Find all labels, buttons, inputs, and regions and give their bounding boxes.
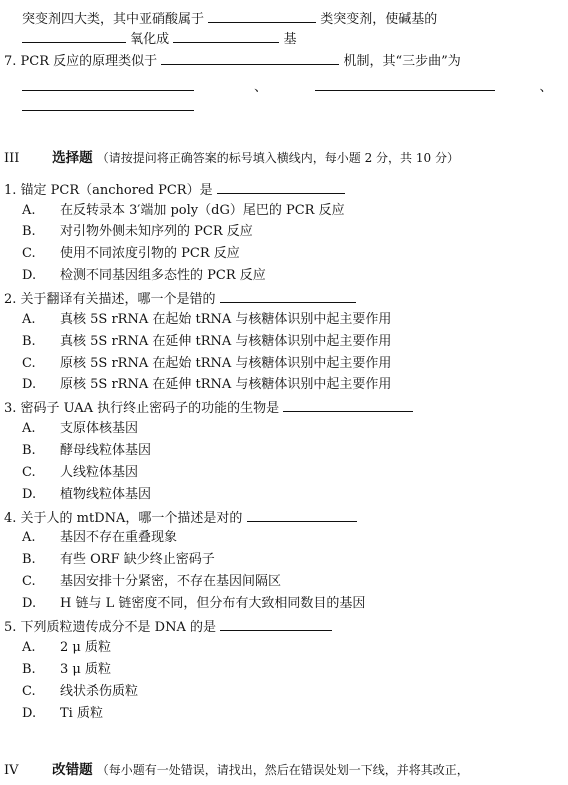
question-stem xyxy=(4,618,332,636)
answer-blank[interactable] xyxy=(173,30,279,43)
option-label: D. xyxy=(22,377,37,392)
answer-blank[interactable] xyxy=(208,10,316,23)
option-label: C. xyxy=(22,246,36,261)
question-7 xyxy=(4,52,461,70)
option-label: D. xyxy=(22,596,37,611)
option-text: 3 μ 质粒 xyxy=(60,662,111,677)
option-text: 真核 5S rRNA 在延伸 tRNA 与核糖体识别中起主要作用 xyxy=(60,334,392,349)
option-text: 真核 5S rRNA 在起始 tRNA 与核糖体识别中起主要作用 xyxy=(60,312,392,327)
option-text: 2 μ 质粒 xyxy=(60,640,111,655)
option-text: 线状杀伤质粒 xyxy=(60,684,139,699)
question-7-blank-row-2 xyxy=(22,98,194,116)
question-stem-text: 4. 关于人的 mtDNA，哪一个描述是对的 xyxy=(4,511,243,526)
option-label: A. xyxy=(22,530,36,545)
option-label: B. xyxy=(22,552,36,567)
option-row xyxy=(22,443,151,459)
text-segment: 突变剂四大类，其中亚硝酸属于 xyxy=(22,12,205,27)
answer-blank[interactable] xyxy=(220,618,332,631)
option-label: A. xyxy=(22,421,36,436)
option-text: 对引物外侧未知序列的 PCR 反应 xyxy=(60,224,253,239)
option-text: 检测不同基因组多态性的 PCR 反应 xyxy=(60,268,266,283)
question-stem xyxy=(4,181,345,199)
section-title: 改错题 xyxy=(52,762,93,778)
option-text: 原核 5S rRNA 在起始 tRNA 与核糖体识别中起主要作用 xyxy=(60,356,392,371)
answer-blank[interactable] xyxy=(22,78,194,91)
question-stem-text: 5. 下列质粒遗传成分不是 DNA 的是 xyxy=(4,620,216,635)
section-note: （每小题有一处错误，请找出，然后在错误处划一下线，并将其改正， xyxy=(96,763,469,777)
option-label: A. xyxy=(22,640,36,655)
section-roman-numeral: III xyxy=(4,151,20,166)
question-7-blanks xyxy=(22,78,552,96)
option-label: B. xyxy=(22,443,36,458)
option-text: 使用不同浓度引物的 PCR 反应 xyxy=(60,246,240,261)
option-text: 有些 ORF 缺少终止密码子 xyxy=(60,552,215,567)
section-3-header xyxy=(4,150,459,167)
option-label: A. xyxy=(22,203,36,218)
option-row xyxy=(22,224,253,240)
option-row xyxy=(22,356,391,372)
option-row xyxy=(22,684,138,700)
option-row xyxy=(22,312,391,328)
option-text: H 链与 L 链密度不同，但分布有大致相同数目的基因 xyxy=(60,596,366,611)
option-row xyxy=(22,465,138,481)
answer-blank[interactable] xyxy=(247,509,357,522)
answer-blank[interactable] xyxy=(22,30,126,43)
option-text: 原核 5S rRNA 在延伸 tRNA 与核糖体识别中起主要作用 xyxy=(60,377,392,392)
question-stem-text: 1. 锚定 PCR（anchored PCR）是 xyxy=(4,183,213,198)
option-label: C. xyxy=(22,574,36,589)
option-row xyxy=(22,421,138,437)
option-row xyxy=(22,662,111,678)
option-text: 基因不存在重叠现象 xyxy=(60,530,178,545)
answer-blank[interactable] xyxy=(22,98,194,111)
separator: 、 xyxy=(254,80,268,95)
option-label: C. xyxy=(22,465,36,480)
option-row xyxy=(22,377,391,393)
option-row xyxy=(22,596,365,612)
option-row xyxy=(22,706,103,722)
question-stem-text: 2. 关于翻译有关描述，哪一个是错的 xyxy=(4,292,216,307)
option-row xyxy=(22,574,281,590)
answer-blank[interactable] xyxy=(217,181,345,194)
option-text: 支原体核基因 xyxy=(60,421,139,436)
question-stem xyxy=(4,290,356,308)
option-text: Ti 质粒 xyxy=(60,706,103,721)
option-label: B. xyxy=(22,224,36,239)
option-label: A. xyxy=(22,312,36,327)
option-text: 在反转录本 3′端加 poly（dG）尾巴的 PCR 反应 xyxy=(60,203,345,218)
answer-blank[interactable] xyxy=(220,290,356,303)
option-row xyxy=(22,268,266,284)
question-stem: 7. PCR 反应的原理类似于 xyxy=(4,54,158,69)
question-stem xyxy=(4,509,357,527)
option-row xyxy=(22,203,345,219)
option-label: B. xyxy=(22,334,36,349)
option-row xyxy=(22,334,391,350)
section-title: 选择题 xyxy=(52,150,93,166)
option-text: 人线粒体基因 xyxy=(60,465,139,480)
answer-blank[interactable] xyxy=(315,78,495,91)
option-label: D. xyxy=(22,706,37,721)
section-roman-numeral: IV xyxy=(4,763,19,778)
separator: 、 xyxy=(539,80,553,95)
option-label: B. xyxy=(22,662,36,677)
section-4-header xyxy=(4,762,469,779)
option-text: 植物线粒体基因 xyxy=(60,487,152,502)
option-text: 基因安排十分紧密，不存在基因间隔区 xyxy=(60,574,282,589)
continuation-line-1 xyxy=(22,10,437,28)
option-row xyxy=(22,530,177,546)
option-label: D. xyxy=(22,487,37,502)
option-label: D. xyxy=(22,268,37,283)
option-label: C. xyxy=(22,684,36,699)
text-segment: 氧化成 xyxy=(130,32,170,47)
option-row xyxy=(22,246,240,262)
option-row xyxy=(22,552,215,568)
option-row xyxy=(22,640,111,656)
text-segment: 基 xyxy=(283,32,297,47)
option-label: C. xyxy=(22,356,36,371)
option-row xyxy=(22,487,151,503)
option-text: 酵母线粒体基因 xyxy=(60,443,152,458)
question-stem-text: 3. 密码子 UAA 执行终止密码子的功能的生物是 xyxy=(4,401,280,416)
text-segment: 机制，其“三步曲”为 xyxy=(343,54,461,69)
continuation-line-2 xyxy=(22,30,296,48)
answer-blank[interactable] xyxy=(283,399,413,412)
answer-blank[interactable] xyxy=(161,52,339,65)
text-segment: 类突变剂，使碱基的 xyxy=(320,12,438,27)
section-note: （请按提问将正确答案的标号填入横线内，每小题 2 分，共 10 分） xyxy=(96,151,459,165)
question-stem xyxy=(4,399,413,417)
